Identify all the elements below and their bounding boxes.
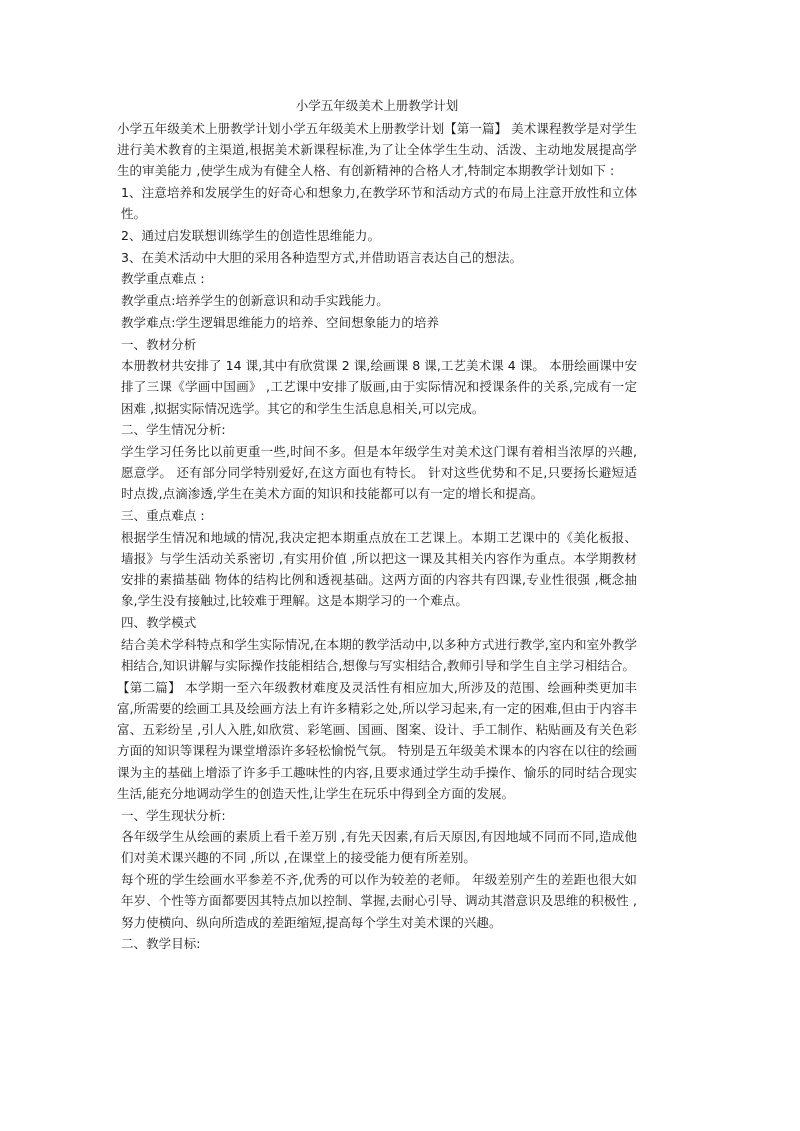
heading-key-points: 教学重点难点 : xyxy=(121,271,205,287)
heading-textbook-analysis: 一、教材分析 xyxy=(121,336,197,352)
document-page xyxy=(117,96,637,955)
paragraph-teaching-focus: 教学重点:培养学生的创新意识和动手实践能力。 xyxy=(121,293,389,309)
paragraph-student-status-2: 每个班的学生绘画水平参差不齐,优秀的可以作为较差的老师。 年级差别产生的差距也很大如年岁、个性等方面都要因其特点加以控制、掌握,去耐心引导、调动其潜意识及思维的积极性 ,努力使横向、纵向所造成的差距缩短,提高每个学生对美术课的兴趣。 xyxy=(121,872,637,930)
paragraph-intro: 小学五年级美术上册教学计划小学五年级美术上册教学计划【第一篇】 美术课程教学是对学生进行美术教育的主渠道,根据美术新课程标准,为了让全体学生生动、活泼、主动地发展提高学生的审美能力 ,使学生成为有健全人格、有创新精神的合格人才,特制定本期教学计划如下 : xyxy=(117,121,637,179)
heading-student-status: 一、学生现状分析: xyxy=(121,807,226,823)
paragraph-item-2: 2、通过启发联想训练学生的创造性思维能力。 xyxy=(121,228,381,244)
heading-teaching-mode: 四、教学模式 xyxy=(121,615,197,631)
document-title: 小学五年级美术上册教学计划 xyxy=(295,98,459,113)
heading-focus-difficulty: 三、重点难点 : xyxy=(121,508,205,524)
paragraph-teaching-mode: 结合美术学科特点和学生实际情况,在本期的教学活动中,以多种方式进行教学,室内和室外教学相结合,知识讲解与实际操作技能相结合,想像与写实相结合,教师引导和学生自主学习相结合。 xyxy=(121,636,637,674)
paragraph-teaching-difficulty: 教学难点:学生逻辑思维能力的培养、空间想象能力的培养 xyxy=(121,314,440,330)
paragraph-textbook-analysis: 本册教材共安排了 14 课,其中有欣赏课 2 课,绘画课 8 课,工艺美术课 4 课。 本册绘画课中安排了三课《学画中国画》 ,工艺课中安排了版画,由于实际情况和授课条件的关系,完成有一定困难 ,拟据实际情况选学。其它的和学生生活息息相关,可以完成。 xyxy=(121,358,637,416)
paragraph-item-1: 1、注意培养和发展学生的好奇心和想象力,在教学环节和活动方式的布局上注意开放性和立体性。 xyxy=(121,185,637,222)
paragraph-item-3: 3、在美术活动中大胆的采用各种造型方式,并借助语言表达自己的想法。 xyxy=(121,249,523,265)
paragraph-student-analysis: 学生学习任务比以前更重一些,时间不多。但是本年级学生对美术这门课有着相当浓厚的兴趣,愿意学。 还有部分同学特别爱好,在这方面也有特长。 针对这些优势和不足,只要扬长避短适时点拨,点滴渗透,学生在美术方面的知识和技能都可以有一定的增长和提高。 xyxy=(121,444,637,502)
heading-student-analysis: 二、学生情况分析: xyxy=(121,422,226,438)
paragraph-second-part: 【第二篇】 本学期一至六年级教材难度及灵活性有相应加大,所涉及的范围、绘画种类更加丰富,所需要的绘画工具及绘画方法上有许多精彩之处,所以学习起来,有一定的困难,但由于内容丰富、五彩纷呈 ,引人入胜,如欣赏、彩笔画、国画、图案、设计、手工制作、粘贴画及有关色彩方面的知识等课程为课堂增添许多轻松愉悦气氛。 特别是五年级美术课本的内容在以往的绘画课为主的基础上增添了许多手工趣味性的内容,且要求通过学生动手操作、愉乐的同时结合现实生活,能充分地调动学生的创造天性,让学生在玩乐中得到全方面的发展。 xyxy=(117,679,637,801)
heading-teaching-goals: 二、教学目标: xyxy=(121,936,201,952)
paragraph-focus-difficulty: 根据学生情况和地域的情况,我决定把本期重点放在工艺课上。本期工艺课中的《美化板报、墙报》与学生活动关系密切 ,有实用价值 ,所以把这一课及其相关内容作为重点。本学期教材安排的素描基础 物体的结构比例和透视基础。这两方面的内容共有四课,专业性很强 ,概念抽象,学生没有接触过,比较难于理解。这是本期学习的一个难点。 xyxy=(121,529,637,609)
paragraph-student-status-1: 各年级学生从绘画的素质上看千差万别 ,有先天因素,有后天原因,有因地域不同而不同,造成他们对美术课兴趣的不同 ,所以 ,在课堂上的接受能力便有所差别。 xyxy=(121,829,637,866)
